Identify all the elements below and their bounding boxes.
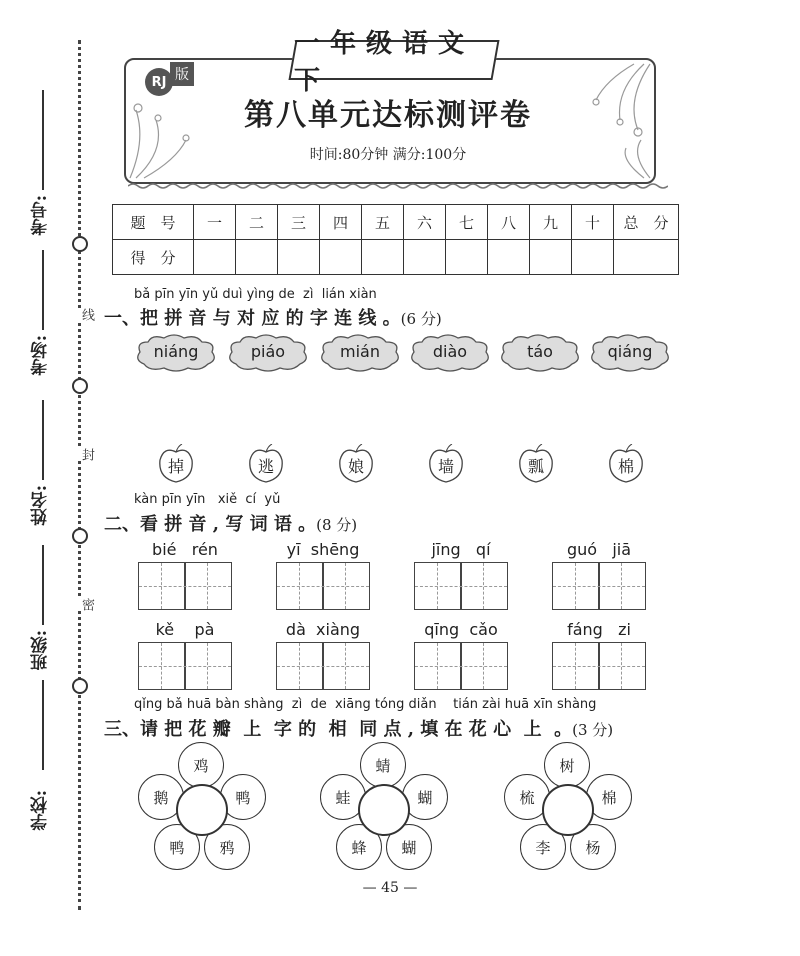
character-apple[interactable] xyxy=(428,444,464,484)
pinyin-cloud[interactable] xyxy=(588,334,672,372)
apple-character: 棉 xyxy=(617,457,634,476)
page-title: 第八单元达标测评卷 xyxy=(244,98,532,133)
flower-petal: 鸦 xyxy=(204,824,250,870)
score-input-cell[interactable] xyxy=(194,240,236,275)
binding-circle xyxy=(72,678,88,694)
pinyin-cloud[interactable] xyxy=(318,334,402,372)
exam-room-line xyxy=(42,250,44,330)
word-pinyin: qīng cǎo xyxy=(424,620,498,639)
section3-points: (3 分) xyxy=(572,721,614,739)
pinyin-cloud[interactable] xyxy=(498,334,582,372)
binding-circle xyxy=(72,528,88,544)
grade-banner-text: 一年级语文下 xyxy=(294,29,475,96)
word-pinyin: guó jiā xyxy=(566,540,632,559)
flower-center[interactable] xyxy=(358,784,410,836)
seal-text-feng: 封 xyxy=(79,448,94,461)
flower-petal: 棉 xyxy=(586,774,632,820)
section1-pinyin: bǎ pīn yīn yǔ duì yìng de zì lián xiàn xyxy=(134,287,377,302)
word-item xyxy=(414,540,508,610)
word-item xyxy=(552,540,646,610)
flower-petal: 梳 xyxy=(504,774,550,820)
word-item xyxy=(138,540,232,610)
word-pinyin: dà xiàng xyxy=(285,620,361,639)
character-apple[interactable] xyxy=(518,444,554,484)
school-label: 学校: xyxy=(31,790,51,831)
score-header-cell: 八 xyxy=(488,205,530,240)
writing-grid[interactable] xyxy=(276,642,370,690)
score-input-cell[interactable] xyxy=(320,240,362,275)
flower xyxy=(320,742,450,874)
writing-grid[interactable] xyxy=(138,642,232,690)
word-pinyin: kě pà xyxy=(155,620,215,639)
binding-circle xyxy=(72,378,88,394)
cloud-pinyin: táo xyxy=(527,342,553,361)
section1-title xyxy=(104,304,442,330)
score-header-cell: 七 xyxy=(446,205,488,240)
writing-grid[interactable] xyxy=(138,562,232,610)
word-item xyxy=(276,540,370,610)
score-header-cell: 五 xyxy=(362,205,404,240)
section2-pinyin: kàn pīn yīn xiě cí yǔ xyxy=(134,492,281,507)
writing-grid[interactable] xyxy=(276,562,370,610)
score-input-cell[interactable] xyxy=(572,240,614,275)
flower-petal: 杨 xyxy=(570,824,616,870)
score-input-cell[interactable] xyxy=(362,240,404,275)
edition-suffix: 版 xyxy=(170,62,194,86)
score-input-cell[interactable] xyxy=(530,240,572,275)
section3-pinyin: qǐng bǎ huā bàn shàng zì de xiāng tóng diǎn tián zài huā xīn shàng xyxy=(134,697,597,712)
score-input-cell[interactable] xyxy=(446,240,488,275)
exam-no-line xyxy=(42,90,44,190)
cloud-pinyin: niáng xyxy=(153,342,199,361)
flower xyxy=(138,742,268,874)
section1-title-text: 一、把 拼 音 与 对 应 的 字 连 线 。 xyxy=(104,308,401,329)
score-header-cell: 二 xyxy=(236,205,278,240)
section3-title xyxy=(104,715,613,741)
cloud-pinyin: mián xyxy=(340,342,380,361)
character-apple[interactable] xyxy=(158,444,194,484)
score-header-cell: 九 xyxy=(530,205,572,240)
word-pinyin: bié rén xyxy=(152,540,218,559)
score-header-cell: 十 xyxy=(572,205,614,240)
school-line xyxy=(42,680,44,770)
character-apple[interactable] xyxy=(338,444,374,484)
name-line xyxy=(42,400,44,480)
class-label: 班级: xyxy=(31,630,51,671)
score-table-score-row xyxy=(113,240,679,275)
apple-character: 墙 xyxy=(437,457,454,476)
score-row-label: 得 分 xyxy=(113,240,194,275)
score-input-cell[interactable] xyxy=(488,240,530,275)
flower-petal: 蝴 xyxy=(386,824,432,870)
score-header-cell: 一 xyxy=(194,205,236,240)
word-item xyxy=(138,620,232,690)
score-table-header-row xyxy=(113,205,679,240)
writing-grid[interactable] xyxy=(414,642,508,690)
flower xyxy=(504,742,634,874)
score-header-cell: 题 号 xyxy=(113,205,194,240)
cloud-pinyin: diào xyxy=(432,342,468,361)
section1-points: (6 分) xyxy=(400,310,442,328)
apple-character: 逃 xyxy=(257,457,274,476)
score-input-cell[interactable] xyxy=(404,240,446,275)
section2-title-text: 二、看 拼 音 , 写 词 语 。 xyxy=(104,514,317,535)
pinyin-cloud[interactable] xyxy=(134,334,218,372)
section2-title xyxy=(104,510,357,536)
character-apple[interactable] xyxy=(608,444,644,484)
name-label: 姓名: xyxy=(31,485,51,526)
cloud-pinyin: qiáng xyxy=(607,342,653,361)
class-line xyxy=(42,545,44,625)
writing-grid[interactable] xyxy=(552,642,646,690)
exam-room-label: 考场: xyxy=(31,335,51,376)
flower-center[interactable] xyxy=(542,784,594,836)
flower-petal: 鹅 xyxy=(138,774,184,820)
page-number: — 45 — xyxy=(362,880,418,896)
score-table xyxy=(112,204,679,275)
time-info: 时间:80分钟 满分:100分 xyxy=(309,147,467,163)
flower-petal: 鸭 xyxy=(154,824,200,870)
character-apple[interactable] xyxy=(248,444,284,484)
flower-petal: 树 xyxy=(544,742,590,788)
apple-character: 掉 xyxy=(167,457,184,476)
word-pinyin: fáng zi xyxy=(567,620,631,639)
grade-banner xyxy=(288,29,499,96)
score-header-cell: 六 xyxy=(404,205,446,240)
binding-dotted-line xyxy=(78,40,81,910)
score-header-cell: 三 xyxy=(278,205,320,240)
apple-character: 瓢 xyxy=(527,457,544,476)
edition-badge: RJ xyxy=(145,68,173,96)
writing-grid[interactable] xyxy=(552,562,646,610)
flower-petal: 李 xyxy=(520,824,566,870)
section2-points: (8 分) xyxy=(316,516,358,534)
score-header-cell: 总 分 xyxy=(614,205,679,240)
word-pinyin: jīng qí xyxy=(431,540,491,559)
score-input-cell[interactable] xyxy=(278,240,320,275)
pinyin-cloud[interactable] xyxy=(408,334,492,372)
writing-grid[interactable] xyxy=(414,562,508,610)
score-header-cell: 四 xyxy=(320,205,362,240)
cloud-pinyin: piáo xyxy=(250,342,286,361)
pinyin-cloud[interactable] xyxy=(226,334,310,372)
word-item xyxy=(552,620,646,690)
score-input-cell[interactable] xyxy=(614,240,679,275)
flower-petal: 鸡 xyxy=(178,742,224,788)
flower-petal: 蝴 xyxy=(402,774,448,820)
binding-circle xyxy=(72,236,88,252)
seal-text-mi: 密 xyxy=(79,598,94,611)
word-pinyin: yī shēng xyxy=(286,540,360,559)
word-item xyxy=(414,620,508,690)
section3-title-text: 三、请 把 花 瓣 上 字 的 相 同 点 , 填 在 花 心 上 。 xyxy=(104,719,573,740)
flower-center[interactable] xyxy=(176,784,228,836)
word-item xyxy=(276,620,370,690)
flower-petal: 蛙 xyxy=(320,774,366,820)
flower-petal: 鸭 xyxy=(220,774,266,820)
flower-petal: 蜂 xyxy=(336,824,382,870)
wavy-divider xyxy=(128,182,668,190)
score-input-cell[interactable] xyxy=(236,240,278,275)
apple-character: 娘 xyxy=(347,457,364,476)
flower-petal: 蜻 xyxy=(360,742,406,788)
seal-text-xian: 线 xyxy=(79,308,94,321)
exam-no-label: 考号: xyxy=(31,195,51,236)
